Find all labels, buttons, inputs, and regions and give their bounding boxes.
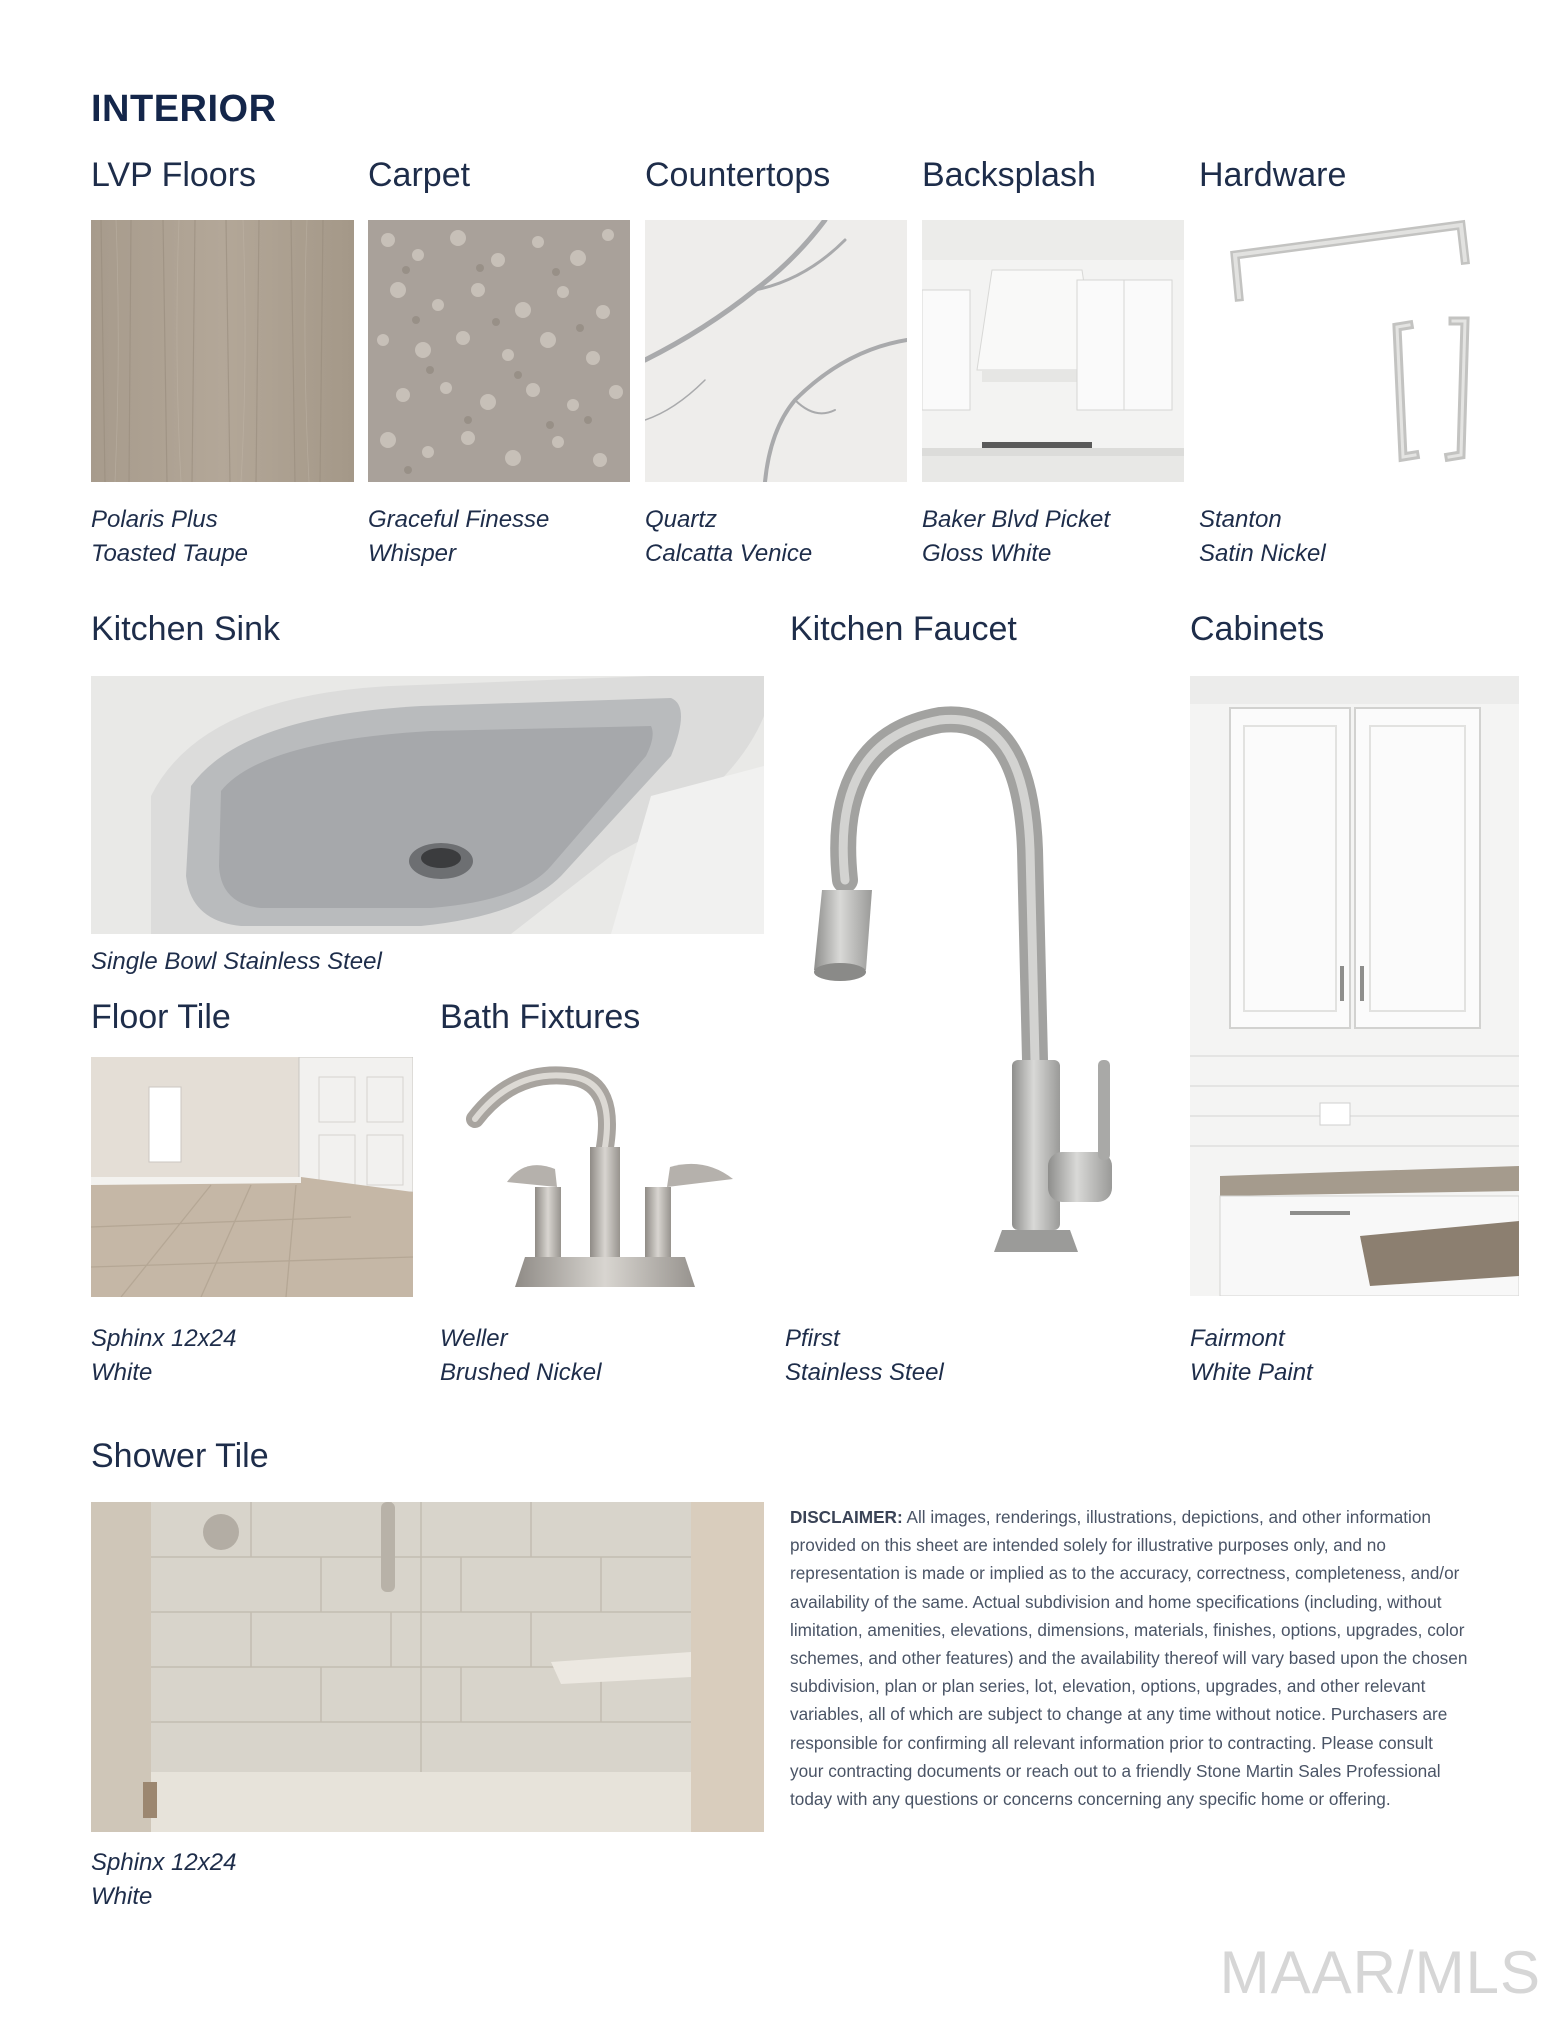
countertops-product: Quartz xyxy=(645,506,718,533)
carpet-swatch xyxy=(368,220,630,482)
disclaimer-text xyxy=(790,1503,1470,1813)
carpet-color: Whisper xyxy=(368,540,457,567)
hardware-caption xyxy=(1199,503,1326,571)
bath-fixtures-caption xyxy=(440,1322,601,1390)
backsplash-caption xyxy=(922,503,1110,571)
kitchen-faucet-color: Stainless Steel xyxy=(785,1359,944,1386)
floor-tile-photo xyxy=(91,1057,413,1297)
kitchen-faucet-photo xyxy=(790,700,1150,1270)
kitchen-faucet-product: Pfirst xyxy=(785,1325,840,1352)
kitchen-faucet-caption xyxy=(785,1322,944,1390)
disclaimer-body: All images, renderings, illustrations, depictions, and other information provided on this sheet are intended solely for illustrative purposes only, and no representation is made or implied as to the accuracy, correctness, completeness, and/or availability of the same. Actual subdivision and home specifications (including, without limitation, amenities, elevations, dimensions, materials, finishes, options, upgrades, color schemes, and other features) and the availability thereof will vary based upon the chosen subdivision, plan or plan series, lot, elevation, options, upgrades, and other relevant variables, all of which are subject to change at any time without notice. Purchasers are responsible for confirming all relevant information prior to contracting. Please consult your contracting documents or reach out to a friendly Stone Martin Sales Professional today with any questions or concerns concerning any specific home or offering. xyxy=(790,1507,1468,1810)
lvp-floors-caption xyxy=(91,503,248,571)
cabinets-photo xyxy=(1190,676,1519,1296)
floor-tile-product: Sphinx 12x24 xyxy=(91,1325,237,1352)
backsplash-photo xyxy=(922,220,1184,482)
backsplash-heading: Backsplash xyxy=(922,156,1096,194)
lvp-floors-swatch xyxy=(91,220,354,482)
floor-tile-caption xyxy=(91,1322,236,1390)
cabinets-product: Fairmont xyxy=(1190,1325,1285,1352)
countertops-heading: Countertops xyxy=(645,156,831,194)
shower-tile-color: White xyxy=(91,1883,153,1910)
lvp-floors-color: Toasted Taupe xyxy=(91,540,249,567)
kitchen-faucet-heading: Kitchen Faucet xyxy=(790,610,1017,648)
kitchen-sink-photo xyxy=(91,676,764,934)
bath-fixtures-photo xyxy=(455,1057,755,1297)
shower-tile-heading: Shower Tile xyxy=(91,1437,269,1475)
floor-tile-heading: Floor Tile xyxy=(91,998,231,1036)
lvp-floors-heading: LVP Floors xyxy=(91,156,257,194)
hardware-color: Satin Nickel xyxy=(1199,540,1326,567)
watermark: MAAR/MLS xyxy=(1219,1939,1541,2006)
carpet-product: Graceful Finesse xyxy=(368,506,550,533)
disclaimer-label: DISCLAIMER: xyxy=(790,1507,903,1527)
cabinets-heading: Cabinets xyxy=(1190,610,1325,648)
carpet-caption xyxy=(368,503,549,571)
bath-fixtures-color: Brushed Nickel xyxy=(440,1359,602,1386)
bath-fixtures-heading: Bath Fixtures xyxy=(440,998,641,1036)
kitchen-sink-heading: Kitchen Sink xyxy=(91,610,280,648)
cabinets-caption xyxy=(1190,1322,1313,1390)
hardware-heading: Hardware xyxy=(1199,156,1347,194)
cabinets-color: White Paint xyxy=(1190,1359,1313,1386)
shower-tile-caption xyxy=(91,1846,236,1914)
floor-tile-color: White xyxy=(91,1359,153,1386)
bath-fixtures-product: Weller xyxy=(440,1325,508,1352)
countertops-swatch xyxy=(645,220,907,482)
backsplash-color: Gloss White xyxy=(922,540,1052,567)
page-title: INTERIOR xyxy=(91,88,277,130)
kitchen-sink-caption: Single Bowl Stainless Steel xyxy=(91,948,382,975)
shower-tile-photo xyxy=(91,1502,764,1832)
countertops-caption xyxy=(645,503,812,571)
shower-tile-product: Sphinx 12x24 xyxy=(91,1849,237,1876)
lvp-floors-product: Polaris Plus xyxy=(91,506,218,533)
hardware-product: Stanton xyxy=(1199,506,1282,533)
backsplash-product: Baker Blvd Picket xyxy=(922,506,1111,533)
carpet-heading: Carpet xyxy=(368,156,471,194)
hardware-pulls-photo xyxy=(1199,205,1489,467)
countertops-color: Calcatta Venice xyxy=(645,540,813,567)
